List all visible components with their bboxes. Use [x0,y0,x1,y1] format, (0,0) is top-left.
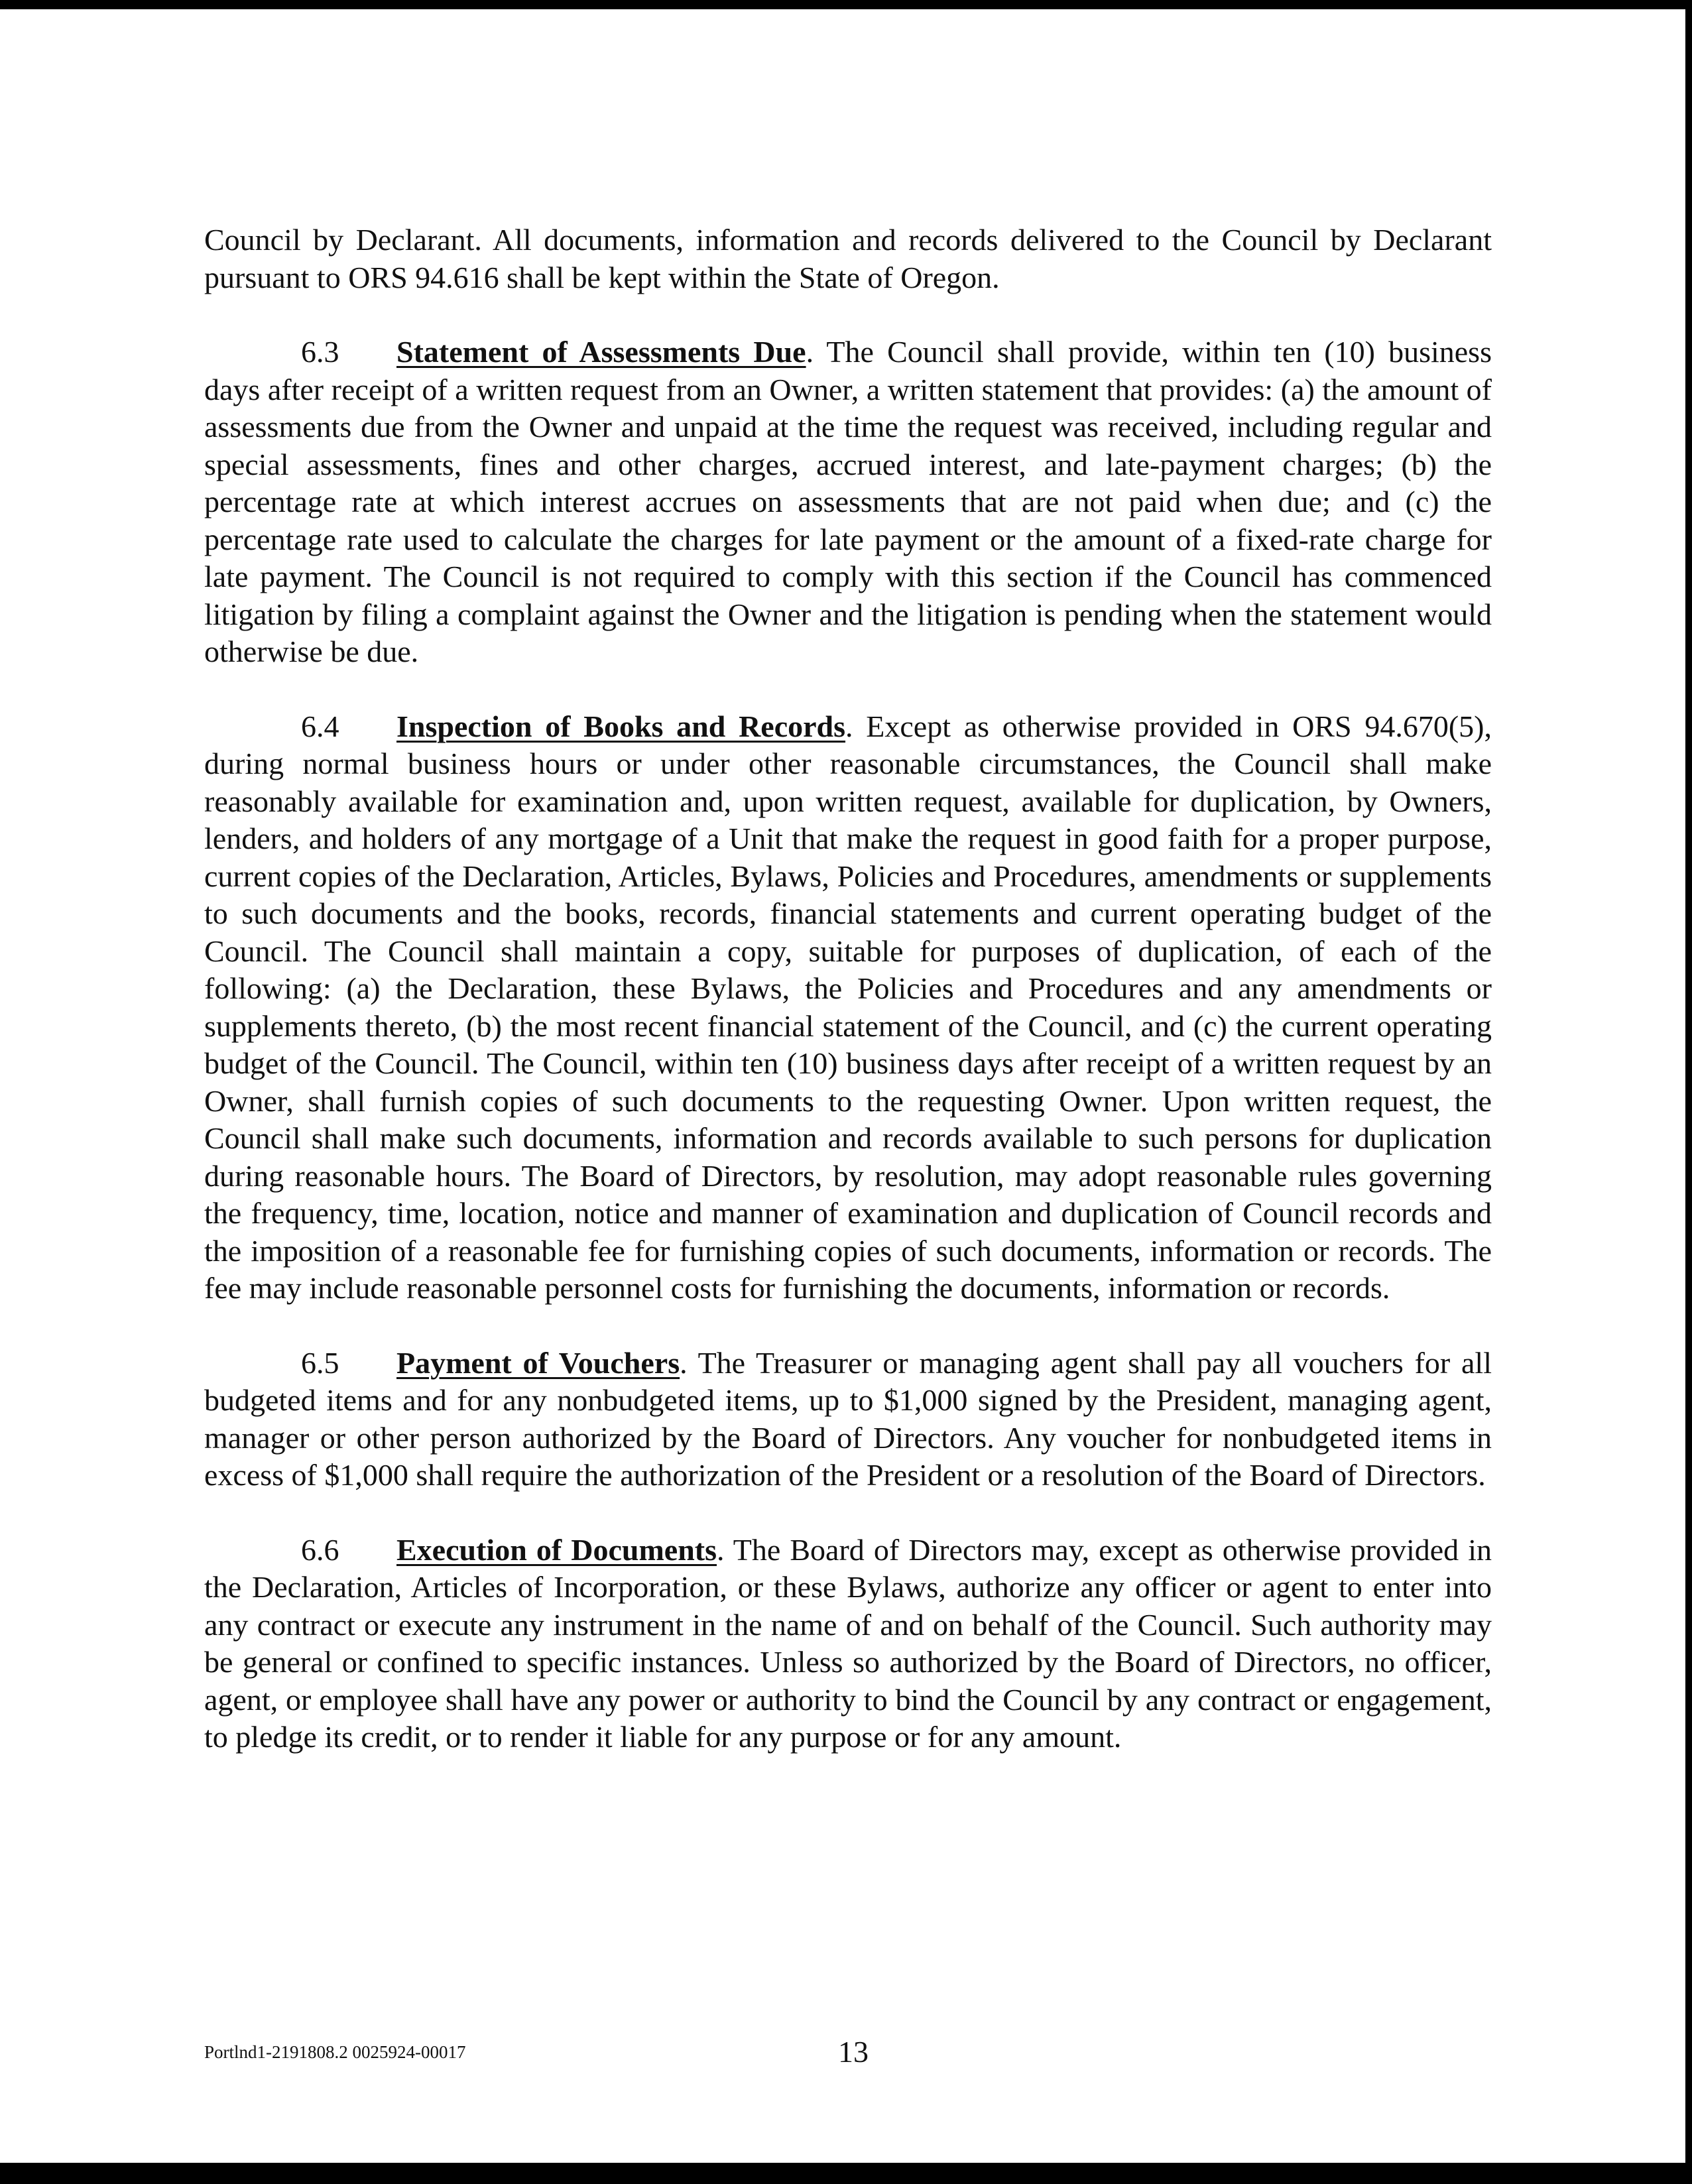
section-6-3 [204,334,1492,671]
footer-document-id: Portlnd1-2191808.2 0025924-00017 [204,2042,466,2062]
section-6-6 [204,1532,1492,1756]
section-heading: Execution of Documents [396,1532,717,1567]
scan-border-bottom [0,2163,1692,2184]
section-number: 6.3 [301,335,339,369]
section-text: . Except as otherwise provided in ORS 94.670(5), during normal business hours or under other reasonable circumstances, the Council shall make reasonably available for examination and, upon written request, available for duplication, by Owners, lenders, and holders of any mortgage of a Unit that make the request in good faith for a proper purpose, current copies of the Declaration, Articles, Bylaws, Policies and Procedures, amendments or supplements to such documents and the books, records, financial statements and current operating budget of the Council. The Council shall maintain a copy, suitable for purposes of duplication, of each of the following: (a) the Declaration, these Bylaws, the Policies and Procedures and any amendments or supplements thereto, (b) the most recent financial statement of the Council, and (c) the current operating budget of the Council. The Council, within ten (10) business days after receipt of a written request by an Owner, shall furnish copies of such documents to the requesting Owner. Upon written request, the Council shall make such documents, information and records available to such persons for duplication during reasonable hours. The Board of Directors, by resolution, may adopt reasonable rules governing the frequency, time, location, notice and manner of examination and duplication of Council records and the imposition of a reasonable fee for furnishing copies of such documents, information or records. The fee may include reasonable personnel costs for furnishing the documents, information or records. [204,709,1492,1305]
scan-border-right [1685,0,1692,2184]
section-number: 6.6 [301,1532,339,1567]
section-heading: Statement of Assessments Due [396,335,806,369]
document-body [204,221,1492,1793]
section-text: . The Treasurer or managing agent shall pay all vouchers for all budgeted items and for any nonbudgeted items, up to $1,000 signed by the President, managing agent, manager or other person authorized by the Board of Directors. Any voucher for nonbudgeted items in excess of $1,000 shall require the authorization of the President or a resolution of the Board of Directors. [204,1345,1492,1492]
section-6-5 [204,1345,1492,1494]
section-heading: Inspection of Books and Records [396,709,846,743]
page-number: 13 [838,2035,869,2069]
section-heading: Payment of Vouchers [396,1345,680,1380]
continuation-paragraph: Council by Declarant. All documents, information and records delivered to the Council by Declarant pursuant to ORS 94.616 shall be kept within the State of Oregon. [204,223,1492,294]
scan-border-top [0,0,1692,9]
section-number: 6.5 [301,1345,339,1380]
section-number: 6.4 [301,709,339,743]
section-text: . The Council shall provide, within ten (10) business days after receipt of a written request from an Owner, a written statement that provides: (a) the amount of assessments due from the Owner and unpaid at the time the request was received, including regular and special assessments, fines and other charges, accrued interest, and late-payment charges; (b) the percentage rate at which interest accrues on assessments that are not paid when due; and (c) the percentage rate used to calculate the charges for late payment or the amount of a fixed-rate charge for late payment. The Council is not required to comply with this section if the Council has commenced litigation by filing a complaint against the Owner and the litigation is pending when the statement would otherwise be due. [204,335,1492,668]
section-text: . The Board of Directors may, except as otherwise provided in the Declaration, Articles of Incorporation, or these Bylaws, authorize any officer or agent to enter into any contract or execute any instrument in the name of and on behalf of the Council. Such authority may be general or confined to specific instances. Unless so authorized by the Board of Directors, no officer, agent, or employee shall have any power or authority to bind the Council by any contract or engagement, to pledge its credit, or to render it liable for any purpose or for any amount. [204,1532,1492,1754]
section-6-4 [204,708,1492,1307]
